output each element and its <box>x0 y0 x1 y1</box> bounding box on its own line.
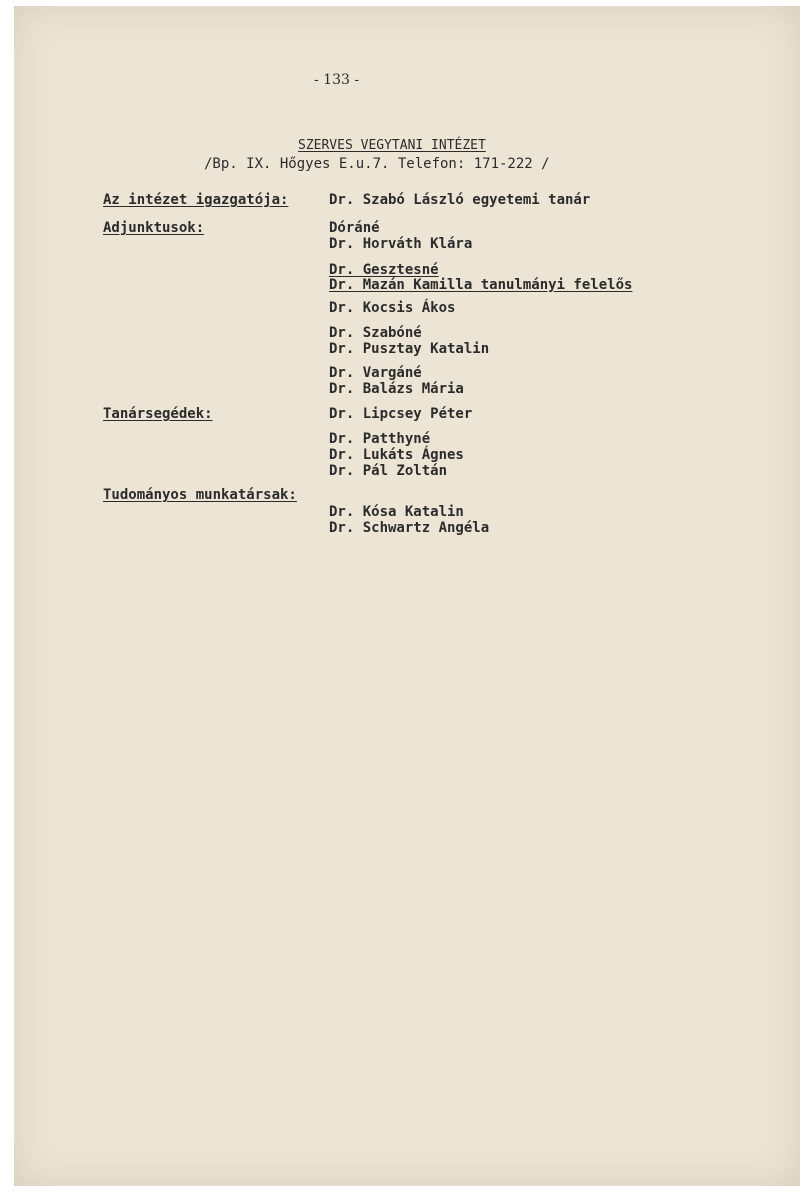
staff-name: Dr. Patthyné <box>329 431 431 447</box>
staff-name: Dr. Horváth Klára <box>329 236 473 252</box>
section-label-director: Az intézet igazgatója: <box>103 192 289 208</box>
staff-name: Dr. Lukáts Ágnes <box>329 447 464 463</box>
staff-name: Dóráné <box>329 220 380 236</box>
staff-name: Dr. Lipcsey Péter <box>329 406 473 422</box>
staff-name: Dr. Pusztay Katalin <box>329 341 490 357</box>
staff-name: Dr. Gesztesné <box>329 262 439 278</box>
institute-title: SZERVES VEGYTANI INTÉZET <box>298 138 486 153</box>
institute-address: /Bp. IX. Hőgyes E.u.7. Telefon: 171-222 / <box>204 156 550 172</box>
staff-name: Dr. Pál Zoltán <box>329 463 448 479</box>
page-number: - 133 - <box>314 72 360 88</box>
document-page <box>14 6 800 1186</box>
staff-name: Dr. Kósa Katalin <box>329 504 464 520</box>
section-label-tanarsegedek: Tanársegédek: <box>103 406 213 422</box>
staff-name: Dr. Balázs Mária <box>329 381 464 397</box>
staff-name: Dr. Mazán Kamilla tanulmányi felelős <box>329 277 633 293</box>
staff-name: Dr. Kocsis Ákos <box>329 300 456 316</box>
staff-name: Dr. Schwartz Angéla <box>329 520 490 536</box>
staff-name: Dr. Szabóné <box>329 325 422 341</box>
section-label-tudomanyos-munkatarsak: Tudományos munkatársak: <box>103 487 297 503</box>
director-name: Dr. Szabó László egyetemi tanár <box>329 192 591 208</box>
staff-name: Dr. Vargáné <box>329 365 422 381</box>
section-label-adjunktusok: Adjunktusok: <box>103 220 205 236</box>
